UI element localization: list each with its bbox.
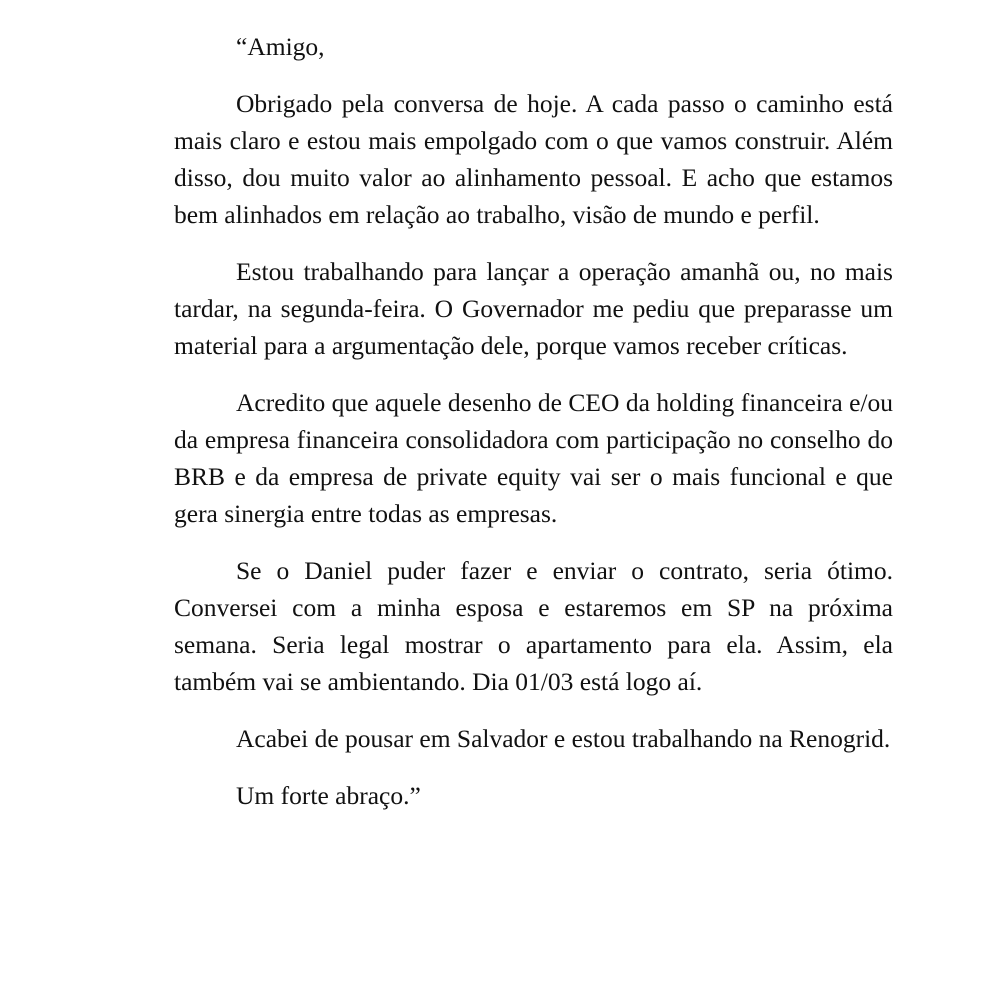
letter-paragraph-3: Acredito que aquele desenho de CEO da holding financeira e/ou da empresa financeira consolidadora com participação no conselho do BRB e da empresa de private equity vai ser o mais funcional e que gera sinergia entre todas as empresas. xyxy=(174,388,893,528)
letter-paragraph-1: Obrigado pela conversa de hoje. A cada passo o caminho está mais claro e estou mais empolgado com o que vamos construir. Além disso, dou muito valor ao alinhamento pessoal. E acho que estamos bem alinhados em relação ao trabalho, visão de mundo e perfil. xyxy=(174,89,893,229)
letter-paragraph-4: Se o Daniel puder fazer e enviar o contrato, seria ótimo. Conversei com a minha esposa e estaremos em SP na próxima semana. Seria legal mostrar o apartamento para ela. Assim, ela também vai se ambientando. Dia 01/03 está logo aí. xyxy=(174,556,893,696)
letter-paragraph-2: Estou trabalhando para lançar a operação amanhã ou, no mais tardar, na segunda-feira. O Governador me pediu que preparasse um material para a argumentação dele, porque vamos receber críticas. xyxy=(174,257,893,360)
letter-document xyxy=(174,28,893,834)
letter-paragraph-5: Acabei de pousar em Salvador e estou trabalhando na Renogrid. xyxy=(236,724,891,753)
letter-greeting: “Amigo, xyxy=(236,32,325,61)
letter-closing: Um forte abraço.” xyxy=(236,781,421,810)
